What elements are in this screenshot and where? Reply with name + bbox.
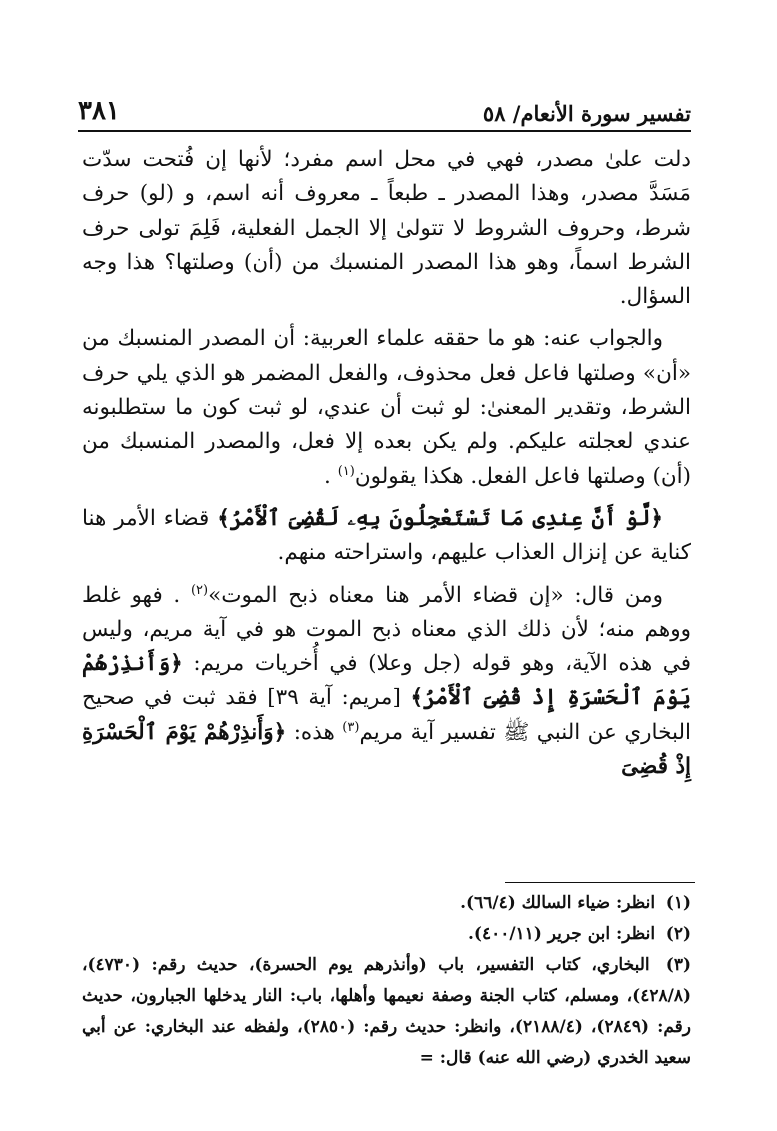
- quran-verse: ﴿وَأَنذِرْهُمْ يَوْمَ ٱلْحَسْرَةِ إِذْ قُضِىَ: [82, 719, 691, 780]
- page-header: [78, 86, 691, 126]
- footnote-text: انظر: ضياء السالك (٦٦/٤).: [460, 893, 656, 913]
- footnote: [82, 888, 691, 919]
- paragraph-text: والجواب عنه: هو ما حققه علماء العربية: أن المصدر المنسبك من «أن» وصلتها فاعل فعل محذوف، والفعل المضمر هو الذي يلي حرف الشرط، وتقدير المعنىٰ: لو ثبت أن عندي، لو ثبت كون ما ستطلبونه عندي لعجلته عليكم. ولم يكن بعده إلا فعل، والمصدر المنسبك من (أن) وصلتها فاعل الفعل. هكذا يقولون: [82, 326, 691, 489]
- footnote: [82, 919, 691, 950]
- footnote-ref: (١): [337, 463, 355, 479]
- quran-verse: ﴿وَأَنذِرْهُمْ يَوْمَ ٱلْحَسْرَةِ إِذْ قُضِىَ ٱلْأَمْرُ﴾: [82, 651, 691, 711]
- footnotes: [82, 888, 691, 1074]
- paragraph-text: هذه:: [293, 719, 335, 745]
- page-number: ٣٨١: [78, 96, 120, 126]
- quran-verse: ﴿لَّوْ أَنَّ عِندِى مَا تَسْتَعْجِلُونَ بِهِۦ لَقُضِىَ ٱلْأَمْرُ﴾: [217, 505, 663, 531]
- footnote-ref: (٢): [190, 582, 209, 598]
- footnote-number: (٢): [665, 924, 691, 944]
- footnote-rule: [505, 882, 695, 883]
- footnote-number: (٣): [665, 955, 692, 975]
- paragraph-text: دلت علىٰ مصدر، فهي في محل اسم مفرد؛ لأنها إن فُتحت سدّت مَسَدَّ مصدر، وهذا المصدر ـ طبعاً ـ معروف أنه اسم، و (لو) حرف شرط، وحروف الشروط لا تتولىٰ إلا الجمل الفعلية، فَلِمَ تولى حرف الشرط اسماً، وهو هذا المصدر المنسبك من (أن) وصلتها؟ هذا وجه السؤال.: [82, 147, 691, 310]
- footnote-ref: (٣): [342, 719, 360, 735]
- paragraph: [82, 143, 691, 314]
- footnote-number: (١): [665, 893, 691, 913]
- paragraph-text: [مريم: آية ٣٩] فقد ثبت في صحيح البخاري عن النبي ﷺ تفسير آية مريم: [82, 685, 691, 745]
- paragraph-text: .: [324, 463, 331, 489]
- paragraph: [82, 579, 691, 785]
- body-text: [82, 143, 691, 792]
- footnote-text: البخاري، كتاب التفسير، باب (وأنذرهم يوم الحسرة)، حديث رقم: (٤٧٣٠)، (٤٢٨/٨)، ومسلم، كتاب الجنة وصفة نعيمها وأهلها، باب: النار يدخلها الجبارون، حديث رقم: (٢٨٤٩)، (٢١٨٨/٤)، وانظر: حديث رقم: (٢٨٥٠)، ولفظه عند البخاري: عن أبي سعيد الخدري (رضي الله عنه) قال: =: [82, 955, 692, 1068]
- paragraph: [82, 502, 691, 571]
- paragraph-text: . فهو غلط ووهم منه؛ لأن ذلك الذي معناه ذبح الموت هو في آية مريم، وليس في هذه الآية، وهو قوله (جل وعلا) في أُخريات مريم:: [82, 582, 691, 677]
- footnote-text: انظر: ابن جرير (٤٠٠/١١).: [467, 924, 656, 944]
- paragraph-text: ومن قال: «إن قضاء الأمر هنا معناه ذبح الموت»: [208, 582, 663, 608]
- header-rule: [78, 130, 691, 132]
- footnote: [82, 950, 691, 1074]
- running-title: تفسير سورة الأنعام/ ٥٨: [482, 101, 691, 126]
- paragraph: [82, 322, 691, 493]
- paragraph-text: قضاء الأمر هنا كناية عن إنزال العذاب عليهم، واستراحته منهم.: [82, 505, 691, 566]
